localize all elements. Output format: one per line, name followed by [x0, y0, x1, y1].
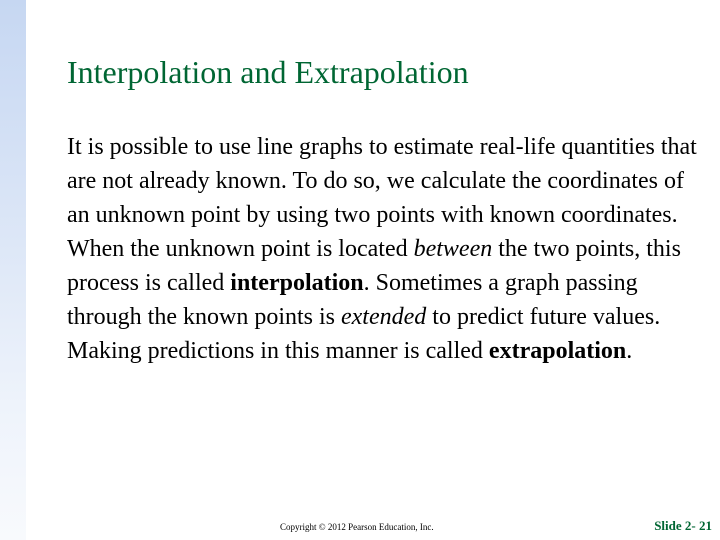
term-extrapolation: extrapolation [488, 338, 627, 364]
body-text-segment: . Sometimes a graph passing through the known points is [67, 270, 638, 330]
emphasis-extended: extended [341, 304, 427, 330]
term-interpolation: interpolation [230, 270, 364, 296]
body-text-segment: It is possible to use line graphs to estimate real-life quantities that are not already known. To do so, we calculate the coordinates of an unknown point by using two points with known coordinates. When the unknown point is located [67, 134, 697, 262]
slide-accent-bar [0, 0, 26, 540]
slide-body-text [67, 130, 707, 368]
body-text-segment: to predict future values. Making predictions in this manner is called [67, 304, 661, 364]
body-text-segment: . [626, 338, 633, 364]
copyright-notice: Copyright © 2012 Pearson Education, Inc. [280, 522, 434, 532]
slide-title: Interpolation and Extrapolation [67, 54, 469, 90]
emphasis-between: between [413, 236, 493, 262]
body-text-segment: the two points, this process is called [67, 236, 681, 296]
slide-number: Slide 2- 21 [654, 518, 712, 533]
